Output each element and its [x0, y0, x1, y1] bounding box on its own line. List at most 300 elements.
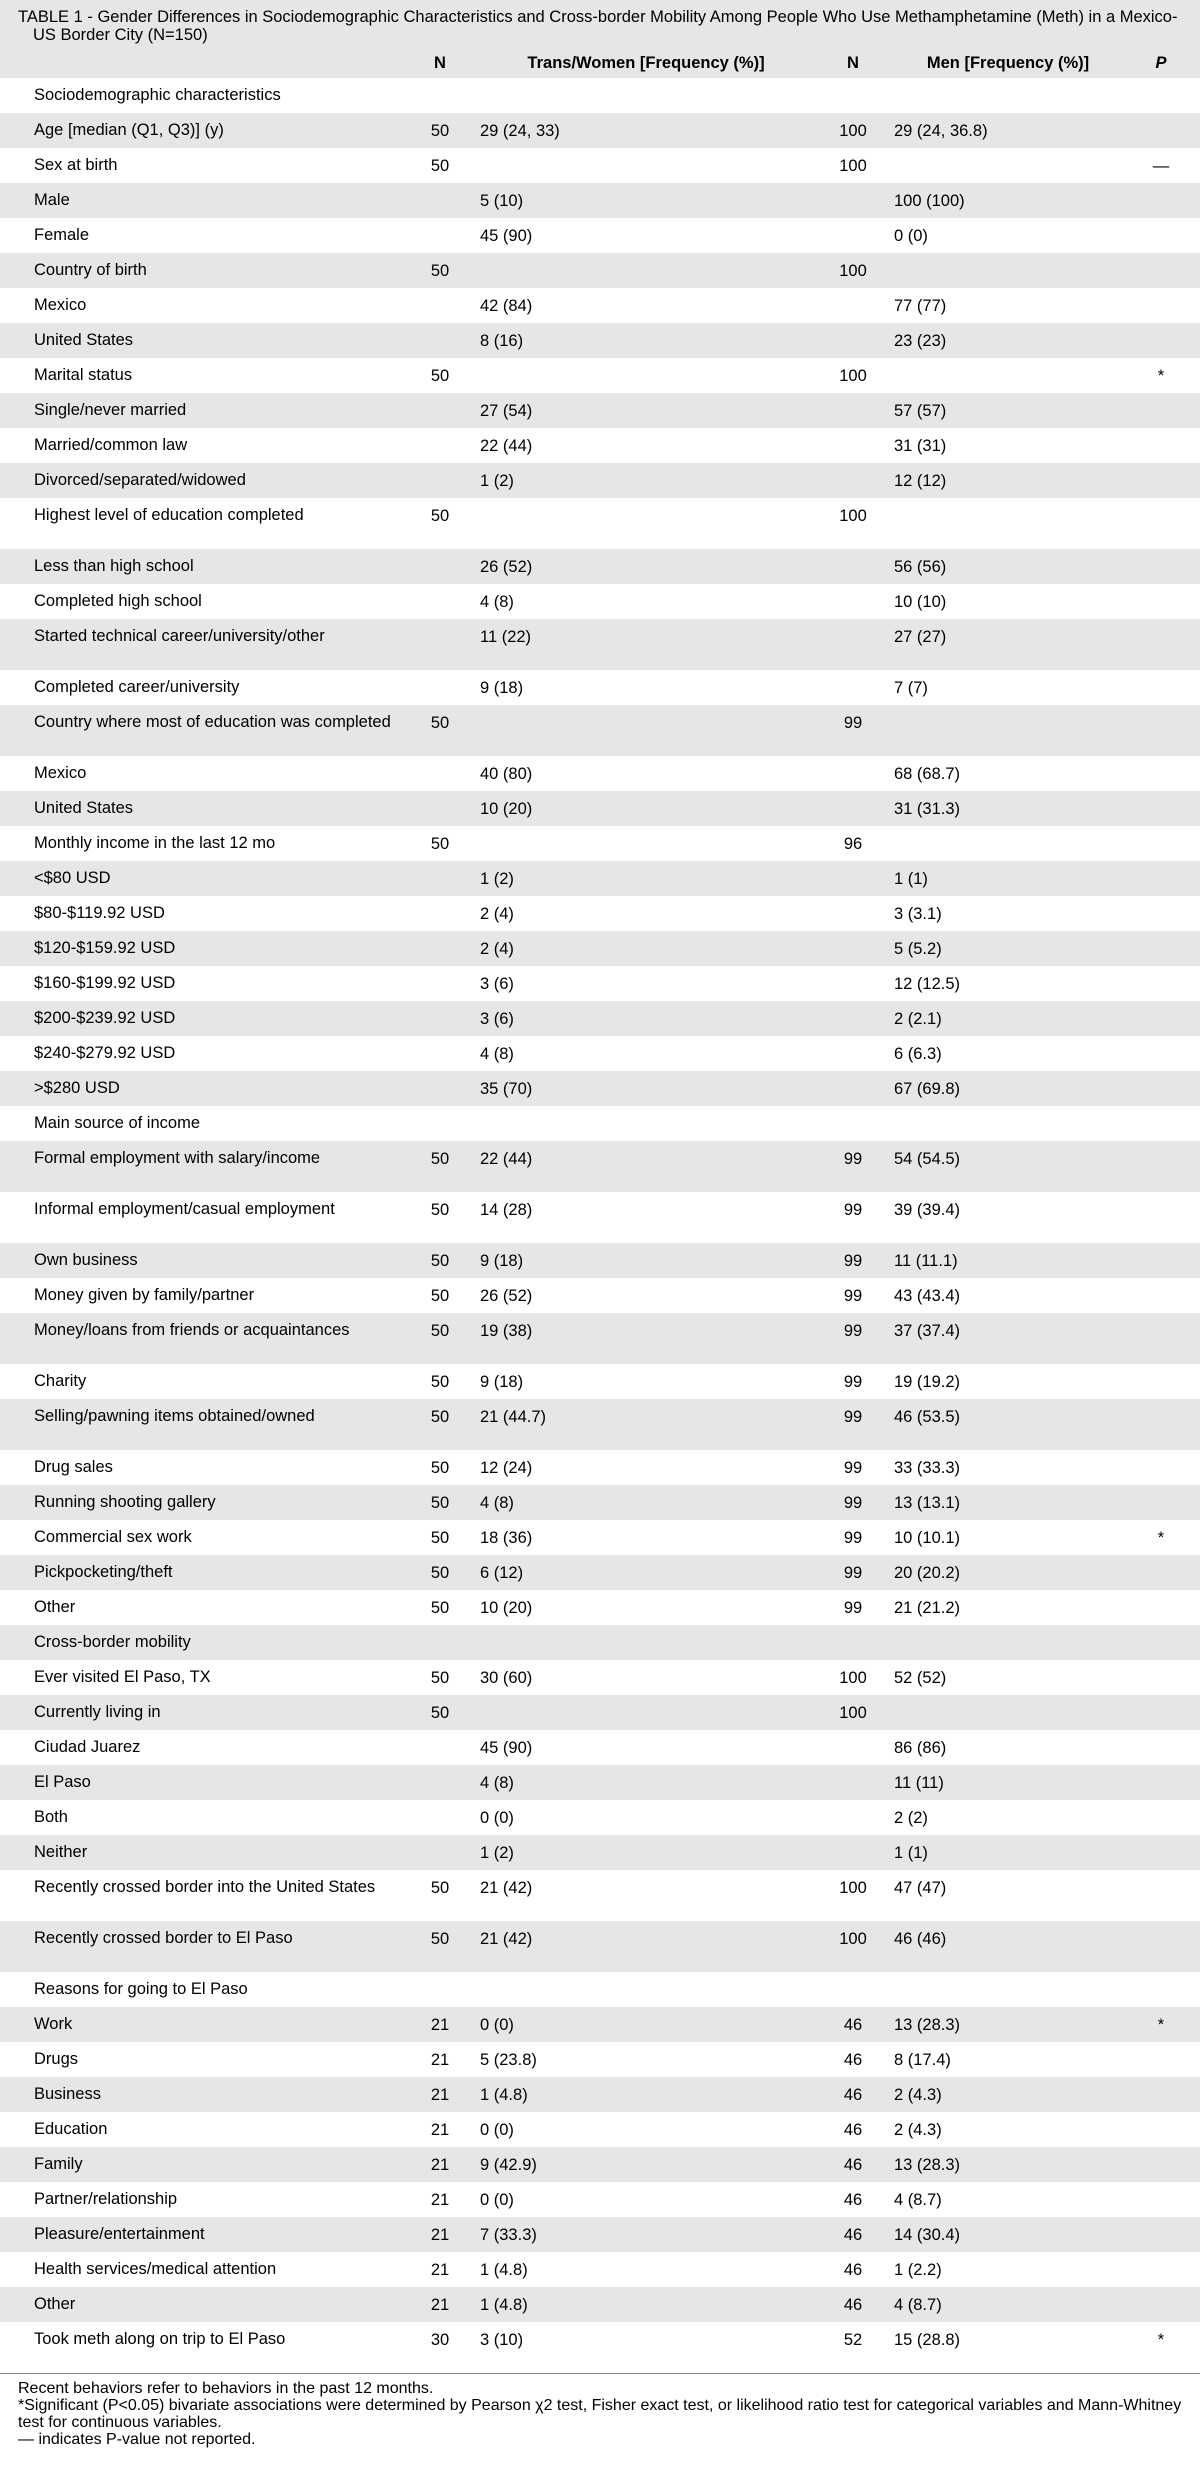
trans-women-frequency: 10 (20)	[480, 1590, 812, 1625]
n-trans-women: 50	[400, 1243, 480, 1278]
table-row	[0, 619, 1200, 670]
trans-women-frequency: 1 (2)	[480, 861, 812, 896]
men-frequency	[894, 826, 1122, 861]
table-footnotes	[0, 2373, 1200, 2448]
trans-women-frequency: 8 (16)	[480, 323, 812, 358]
table-row	[0, 1192, 1200, 1243]
trans-women-frequency: 18 (36)	[480, 1520, 812, 1555]
men-frequency	[894, 358, 1122, 393]
table-row	[0, 1921, 1200, 1972]
trans-women-frequency: 21 (44.7)	[480, 1399, 812, 1450]
table-row	[0, 1001, 1200, 1036]
row-label: Recently crossed border to El Paso	[0, 1921, 400, 1972]
n-trans-women: 50	[400, 358, 480, 393]
men-frequency: 31 (31.3)	[894, 791, 1122, 826]
table-row	[0, 428, 1200, 463]
trans-women-frequency	[480, 1695, 812, 1730]
p-value	[1122, 253, 1200, 288]
row-label: Other	[0, 1590, 400, 1625]
n-men	[812, 549, 894, 584]
table-row	[0, 1625, 1200, 1660]
men-frequency: 4 (8.7)	[894, 2287, 1122, 2322]
men-frequency: 29 (24, 36.8)	[894, 113, 1122, 148]
p-value	[1122, 756, 1200, 791]
men-frequency: 14 (30.4)	[894, 2217, 1122, 2252]
n-men: 100	[812, 1921, 894, 1972]
n-trans-women: 30	[400, 2322, 480, 2373]
men-frequency: 8 (17.4)	[894, 2042, 1122, 2077]
row-label: Age [median (Q1, Q3)] (y)	[0, 113, 400, 148]
trans-women-frequency	[480, 705, 812, 756]
p-value	[1122, 2182, 1200, 2217]
p-value	[1122, 1243, 1200, 1278]
row-label: $240-$279.92 USD	[0, 1036, 400, 1071]
n-trans-women: 21	[400, 2042, 480, 2077]
n-trans-women	[400, 1106, 480, 1141]
men-frequency: 11 (11.1)	[894, 1243, 1122, 1278]
row-label: United States	[0, 791, 400, 826]
n-men	[812, 463, 894, 498]
men-frequency: 4 (8.7)	[894, 2182, 1122, 2217]
n-trans-women: 50	[400, 1660, 480, 1695]
table-row	[0, 670, 1200, 705]
men-frequency: 12 (12)	[894, 463, 1122, 498]
table-row	[0, 1243, 1200, 1278]
trans-women-frequency: 1 (4.8)	[480, 2287, 812, 2322]
trans-women-frequency: 40 (80)	[480, 756, 812, 791]
table-row	[0, 1278, 1200, 1313]
p-value	[1122, 1870, 1200, 1921]
p-value	[1122, 1765, 1200, 1800]
n-men: 46	[812, 2077, 894, 2112]
men-frequency	[894, 1625, 1122, 1660]
trans-women-frequency: 30 (60)	[480, 1660, 812, 1695]
trans-women-frequency: 9 (18)	[480, 1243, 812, 1278]
trans-women-frequency	[480, 148, 812, 183]
n-trans-women: 21	[400, 2252, 480, 2287]
n-trans-women	[400, 1071, 480, 1106]
row-label: Health services/medical attention	[0, 2252, 400, 2287]
p-value	[1122, 670, 1200, 705]
men-frequency: 39 (39.4)	[894, 1192, 1122, 1243]
trans-women-frequency: 21 (42)	[480, 1921, 812, 1972]
table-row	[0, 1450, 1200, 1485]
table-row	[0, 861, 1200, 896]
n-men	[812, 896, 894, 931]
table-row	[0, 2252, 1200, 2287]
p-value	[1122, 1730, 1200, 1765]
table-row	[0, 2007, 1200, 2042]
p-value	[1122, 113, 1200, 148]
table-row	[0, 826, 1200, 861]
men-frequency: 21 (21.2)	[894, 1590, 1122, 1625]
row-label: Commercial sex work	[0, 1520, 400, 1555]
table-row	[0, 584, 1200, 619]
p-value: *	[1122, 358, 1200, 393]
men-frequency: 13 (13.1)	[894, 1485, 1122, 1520]
p-value	[1122, 931, 1200, 966]
table-row	[0, 2112, 1200, 2147]
table-row	[0, 218, 1200, 253]
trans-women-frequency: 26 (52)	[480, 1278, 812, 1313]
men-frequency: 2 (4.3)	[894, 2077, 1122, 2112]
row-label: Sex at birth	[0, 148, 400, 183]
row-label: Completed career/university	[0, 670, 400, 705]
men-frequency: 46 (53.5)	[894, 1399, 1122, 1450]
table-row	[0, 2217, 1200, 2252]
men-frequency: 54 (54.5)	[894, 1141, 1122, 1192]
trans-women-frequency	[480, 1106, 812, 1141]
men-frequency: 11 (11)	[894, 1765, 1122, 1800]
trans-women-frequency: 19 (38)	[480, 1313, 812, 1364]
men-frequency: 37 (37.4)	[894, 1313, 1122, 1364]
table-row	[0, 756, 1200, 791]
n-trans-women	[400, 183, 480, 218]
n-trans-women	[400, 584, 480, 619]
n-men: 99	[812, 1192, 894, 1243]
men-frequency	[894, 78, 1122, 113]
men-frequency: 19 (19.2)	[894, 1364, 1122, 1399]
men-frequency: 1 (2.2)	[894, 2252, 1122, 2287]
row-label: Single/never married	[0, 393, 400, 428]
trans-women-frequency: 14 (28)	[480, 1192, 812, 1243]
n-trans-women	[400, 619, 480, 670]
p-value	[1122, 2112, 1200, 2147]
men-frequency: 13 (28.3)	[894, 2007, 1122, 2042]
data-table	[0, 48, 1200, 2373]
n-trans-women	[400, 966, 480, 1001]
n-trans-women	[400, 323, 480, 358]
n-men	[812, 584, 894, 619]
p-value	[1122, 584, 1200, 619]
n-trans-women: 21	[400, 2077, 480, 2112]
p-value	[1122, 1921, 1200, 1972]
trans-women-frequency: 1 (4.8)	[480, 2077, 812, 2112]
trans-women-frequency	[480, 358, 812, 393]
row-label: Business	[0, 2077, 400, 2112]
n-men	[812, 1800, 894, 1835]
n-men	[812, 78, 894, 113]
men-frequency: 10 (10)	[894, 584, 1122, 619]
table-row	[0, 1313, 1200, 1364]
p-value	[1122, 323, 1200, 358]
n-men: 100	[812, 1660, 894, 1695]
table-row	[0, 705, 1200, 756]
table-row	[0, 2287, 1200, 2322]
men-frequency: 47 (47)	[894, 1870, 1122, 1921]
n-men	[812, 756, 894, 791]
table-row	[0, 1071, 1200, 1106]
n-men: 100	[812, 1695, 894, 1730]
n-trans-women	[400, 1835, 480, 1870]
row-label: Other	[0, 2287, 400, 2322]
table-row	[0, 358, 1200, 393]
trans-women-frequency: 9 (18)	[480, 1364, 812, 1399]
men-frequency: 2 (2)	[894, 1800, 1122, 1835]
n-men	[812, 1765, 894, 1800]
n-men: 100	[812, 358, 894, 393]
trans-women-frequency: 45 (90)	[480, 1730, 812, 1765]
table-row	[0, 2077, 1200, 2112]
trans-women-frequency: 10 (20)	[480, 791, 812, 826]
n-trans-women: 50	[400, 148, 480, 183]
table-row	[0, 896, 1200, 931]
men-frequency: 2 (2.1)	[894, 1001, 1122, 1036]
row-label: Currently living in	[0, 1695, 400, 1730]
men-frequency: 86 (86)	[894, 1730, 1122, 1765]
n-trans-women	[400, 428, 480, 463]
men-frequency: 43 (43.4)	[894, 1278, 1122, 1313]
row-label: $120-$159.92 USD	[0, 931, 400, 966]
table-row	[0, 183, 1200, 218]
p-value	[1122, 393, 1200, 428]
men-frequency: 57 (57)	[894, 393, 1122, 428]
row-label: <$80 USD	[0, 861, 400, 896]
trans-women-frequency: 0 (0)	[480, 1800, 812, 1835]
n-trans-women: 21	[400, 2217, 480, 2252]
n-trans-women	[400, 1625, 480, 1660]
row-label: Divorced/separated/widowed	[0, 463, 400, 498]
p-value	[1122, 498, 1200, 549]
table-row	[0, 288, 1200, 323]
table-body	[0, 78, 1200, 2373]
men-frequency	[894, 1972, 1122, 2007]
trans-women-frequency: 6 (12)	[480, 1555, 812, 1590]
n-trans-women: 21	[400, 2112, 480, 2147]
table-row	[0, 1106, 1200, 1141]
n-trans-women	[400, 1730, 480, 1765]
n-trans-women: 50	[400, 1921, 480, 1972]
n-men: 99	[812, 1313, 894, 1364]
p-value	[1122, 896, 1200, 931]
trans-women-frequency	[480, 253, 812, 288]
row-label: United States	[0, 323, 400, 358]
men-frequency	[894, 253, 1122, 288]
trans-women-frequency: 3 (6)	[480, 1001, 812, 1036]
n-men	[812, 183, 894, 218]
trans-women-frequency: 1 (2)	[480, 1835, 812, 1870]
n-trans-women: 50	[400, 498, 480, 549]
p-value	[1122, 1192, 1200, 1243]
n-men: 99	[812, 1243, 894, 1278]
n-men: 46	[812, 2182, 894, 2217]
n-men: 100	[812, 1870, 894, 1921]
trans-women-frequency: 1 (4.8)	[480, 2252, 812, 2287]
n-trans-women: 50	[400, 253, 480, 288]
table-row	[0, 1555, 1200, 1590]
n-trans-women	[400, 1800, 480, 1835]
header-men-frequency: Men [Frequency (%)]	[894, 48, 1122, 78]
n-trans-women: 50	[400, 705, 480, 756]
row-label: Own business	[0, 1243, 400, 1278]
p-value	[1122, 1313, 1200, 1364]
table-row	[0, 1835, 1200, 1870]
trans-women-frequency: 0 (0)	[480, 2007, 812, 2042]
n-men: 100	[812, 498, 894, 549]
trans-women-frequency: 3 (10)	[480, 2322, 812, 2373]
table-row	[0, 1141, 1200, 1192]
row-label: El Paso	[0, 1765, 400, 1800]
table-title-block	[0, 0, 1200, 48]
trans-women-frequency: 27 (54)	[480, 393, 812, 428]
n-men	[812, 1972, 894, 2007]
row-label: Main source of income	[0, 1106, 400, 1141]
p-value	[1122, 1071, 1200, 1106]
n-men	[812, 1001, 894, 1036]
n-men: 46	[812, 2287, 894, 2322]
n-men	[812, 966, 894, 1001]
n-men: 46	[812, 2252, 894, 2287]
men-frequency: 10 (10.1)	[894, 1520, 1122, 1555]
table-row	[0, 498, 1200, 549]
table-row	[0, 253, 1200, 288]
n-men: 100	[812, 148, 894, 183]
table-row	[0, 113, 1200, 148]
trans-women-frequency: 5 (10)	[480, 183, 812, 218]
p-value	[1122, 966, 1200, 1001]
row-label: Both	[0, 1800, 400, 1835]
row-label: Reasons for going to El Paso	[0, 1972, 400, 2007]
trans-women-frequency: 9 (42.9)	[480, 2147, 812, 2182]
men-frequency: 13 (28.3)	[894, 2147, 1122, 2182]
row-label: Ever visited El Paso, TX	[0, 1660, 400, 1695]
n-trans-women	[400, 1765, 480, 1800]
p-value	[1122, 78, 1200, 113]
trans-women-frequency: 35 (70)	[480, 1071, 812, 1106]
p-value	[1122, 2252, 1200, 2287]
n-trans-women: 50	[400, 1278, 480, 1313]
n-trans-women	[400, 931, 480, 966]
p-value: *	[1122, 1520, 1200, 1555]
n-trans-women: 21	[400, 2007, 480, 2042]
row-label: Pickpocketing/theft	[0, 1555, 400, 1590]
men-frequency: 0 (0)	[894, 218, 1122, 253]
n-trans-women: 50	[400, 113, 480, 148]
p-value	[1122, 1590, 1200, 1625]
men-frequency: 3 (3.1)	[894, 896, 1122, 931]
trans-women-frequency: 45 (90)	[480, 218, 812, 253]
row-label: Mexico	[0, 288, 400, 323]
p-value	[1122, 1555, 1200, 1590]
n-men	[812, 670, 894, 705]
table-row	[0, 2182, 1200, 2217]
row-label: Sociodemographic characteristics	[0, 78, 400, 113]
men-frequency: 100 (100)	[894, 183, 1122, 218]
row-label: Money given by family/partner	[0, 1278, 400, 1313]
men-frequency: 1 (1)	[894, 1835, 1122, 1870]
men-frequency: 56 (56)	[894, 549, 1122, 584]
trans-women-frequency: 5 (23.8)	[480, 2042, 812, 2077]
n-trans-women: 21	[400, 2287, 480, 2322]
trans-women-frequency	[480, 1625, 812, 1660]
table-row	[0, 1660, 1200, 1695]
table-row	[0, 1695, 1200, 1730]
row-label: Male	[0, 183, 400, 218]
p-value	[1122, 2147, 1200, 2182]
men-frequency: 33 (33.3)	[894, 1450, 1122, 1485]
p-value	[1122, 705, 1200, 756]
p-value	[1122, 183, 1200, 218]
row-label: Highest level of education completed	[0, 498, 400, 549]
men-frequency: 31 (31)	[894, 428, 1122, 463]
table-row	[0, 1590, 1200, 1625]
table-row	[0, 323, 1200, 358]
trans-women-frequency: 11 (22)	[480, 619, 812, 670]
n-trans-women	[400, 218, 480, 253]
row-label: Pleasure/entertainment	[0, 2217, 400, 2252]
row-label: Married/common law	[0, 428, 400, 463]
n-men: 99	[812, 1278, 894, 1313]
trans-women-frequency: 3 (6)	[480, 966, 812, 1001]
n-trans-women	[400, 463, 480, 498]
trans-women-frequency: 9 (18)	[480, 670, 812, 705]
trans-women-frequency: 4 (8)	[480, 1036, 812, 1071]
row-label: Marital status	[0, 358, 400, 393]
n-trans-women	[400, 393, 480, 428]
p-value	[1122, 463, 1200, 498]
table-row	[0, 791, 1200, 826]
row-label: Neither	[0, 1835, 400, 1870]
trans-women-frequency: 4 (8)	[480, 1765, 812, 1800]
row-label: Running shooting gallery	[0, 1485, 400, 1520]
table-title: TABLE 1 - Gender Differences in Sociodemographic Characteristics and Cross-border Mobility Among People Who Use Methamphetamine (Meth) in a Mexico-US Border City (N=150)	[18, 8, 1178, 44]
p-value: *	[1122, 2007, 1200, 2042]
n-men	[812, 1071, 894, 1106]
n-men	[812, 323, 894, 358]
n-men: 46	[812, 2147, 894, 2182]
n-men	[812, 1835, 894, 1870]
p-value	[1122, 1660, 1200, 1695]
n-men	[812, 619, 894, 670]
men-frequency: 23 (23)	[894, 323, 1122, 358]
trans-women-frequency	[480, 1972, 812, 2007]
row-label: >$280 USD	[0, 1071, 400, 1106]
table-row	[0, 2147, 1200, 2182]
p-value	[1122, 1364, 1200, 1399]
table-row	[0, 966, 1200, 1001]
p-value	[1122, 1835, 1200, 1870]
row-label: Charity	[0, 1364, 400, 1399]
p-value	[1122, 1800, 1200, 1835]
n-trans-women	[400, 1972, 480, 2007]
men-frequency	[894, 1695, 1122, 1730]
table-row	[0, 931, 1200, 966]
n-men	[812, 791, 894, 826]
p-value	[1122, 2287, 1200, 2322]
n-trans-women	[400, 861, 480, 896]
n-men: 99	[812, 1555, 894, 1590]
n-trans-women: 50	[400, 1399, 480, 1450]
n-men: 46	[812, 2112, 894, 2147]
trans-women-frequency: 42 (84)	[480, 288, 812, 323]
table-row	[0, 1800, 1200, 1835]
men-frequency: 68 (68.7)	[894, 756, 1122, 791]
men-frequency: 52 (52)	[894, 1660, 1122, 1695]
p-value: —	[1122, 148, 1200, 183]
header-row	[0, 48, 1200, 78]
row-label: Cross-border mobility	[0, 1625, 400, 1660]
table-row	[0, 1972, 1200, 2007]
n-men: 46	[812, 2217, 894, 2252]
table-row	[0, 1520, 1200, 1555]
men-frequency	[894, 1106, 1122, 1141]
trans-women-frequency	[480, 78, 812, 113]
men-frequency: 20 (20.2)	[894, 1555, 1122, 1590]
row-label: Country where most of education was completed	[0, 705, 400, 756]
n-men: 99	[812, 1399, 894, 1450]
table-row	[0, 2322, 1200, 2373]
row-label: Family	[0, 2147, 400, 2182]
